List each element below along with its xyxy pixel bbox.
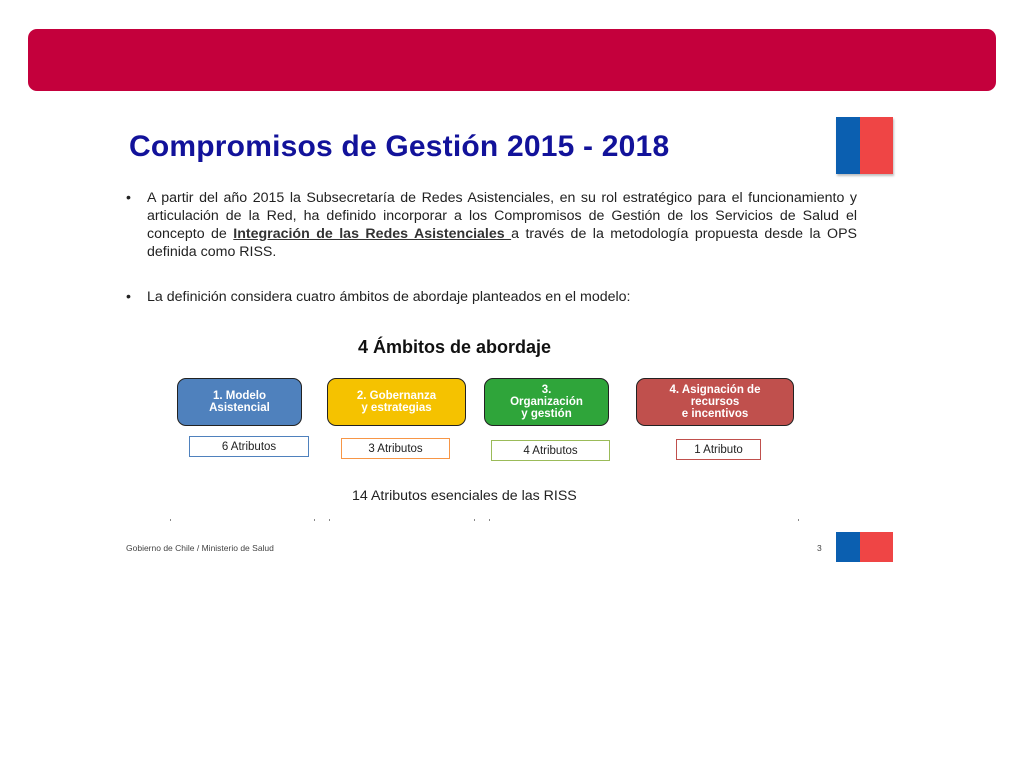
ambito-organizacion: 3. Organización y gestión [484, 378, 609, 426]
crop-artifact [489, 519, 490, 521]
page-number: 3 [817, 543, 822, 553]
bullet-text: La definición considera cuatro ámbitos de abordaje planteados en el modelo: [147, 289, 631, 305]
crop-artifact [798, 519, 799, 521]
crop-artifact [329, 519, 330, 521]
flag-red-stripe [860, 117, 893, 174]
attributes-count-box: 6 Atributos [189, 436, 309, 457]
bullet-marker: • [126, 190, 131, 206]
footer-institution: Gobierno de Chile / Ministerio de Salud [126, 543, 274, 553]
attributes-count-box: 1 Atributo [676, 439, 761, 460]
crop-artifact [170, 519, 171, 521]
attributes-count-box: 3 Atributos [341, 438, 450, 459]
crop-artifact [314, 519, 315, 521]
bullet-marker: • [126, 289, 131, 305]
flag-blue-stripe [836, 117, 860, 174]
chile-flag-logo [836, 117, 893, 174]
ambito-modelo-asistencial: 1. Modelo Asistencial [177, 378, 302, 426]
flag-blue-stripe [836, 532, 860, 562]
ambito-gobernanza: 2. Gobernanza y estrategias [327, 378, 466, 426]
crop-artifact [474, 519, 475, 521]
bullet-text-intro: A partir del año 2015 la Subsecretaría de Redes Asistenciales, en su rol estratégico para el funcionamiento y articulación de la Red, ha definido incorporar a los Compromisos de Gestión de los Servicios de Salud el concepto de [147, 190, 857, 242]
slide-title: Compromisos de Gestión 2015 - 2018 [129, 130, 670, 163]
bullet-text-end: a través de la metodología propuesta desde la OPS definida como RISS. [147, 226, 857, 260]
attributes-summary: 14 Atributos esenciales de las RISS [352, 488, 577, 504]
highlight-riss-concept: Integración de las Redes Asistenciales [233, 226, 512, 242]
flag-red-stripe [860, 532, 893, 562]
ambito-asignacion-recursos: 4. Asignación de recursos e incentivos [636, 378, 794, 426]
bullet-text [147, 189, 857, 261]
attributes-count-box: 4 Atributos [491, 440, 610, 461]
diagram-title: 4 Ámbitos de abordaje [358, 337, 552, 357]
chile-flag-footer-logo [836, 532, 893, 562]
header-bar [28, 29, 996, 91]
